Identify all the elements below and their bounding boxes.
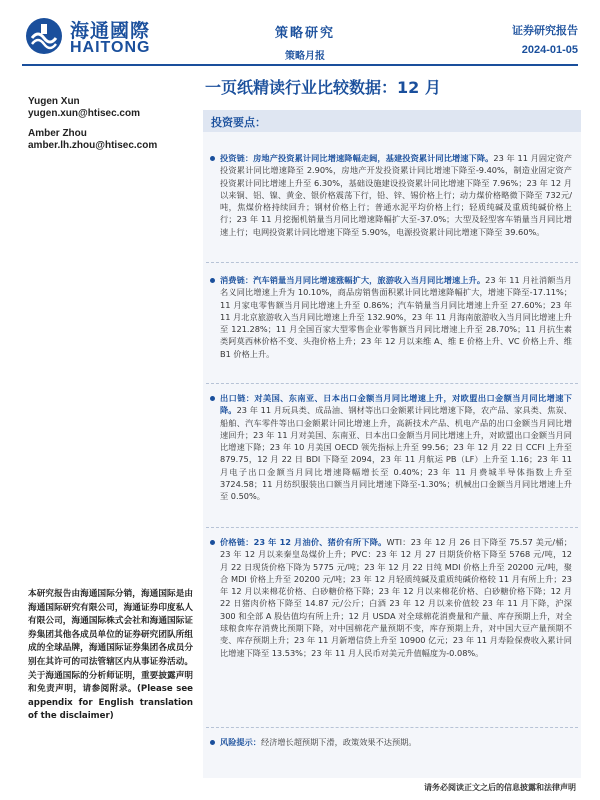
bullet-icon bbox=[210, 396, 215, 401]
bullet-icon bbox=[210, 740, 215, 745]
bullet-lead: 风险提示： bbox=[220, 737, 261, 747]
bullet-body: WTI：23 年 12 月 26 日下降至 75.57 美元/桶；23 年 12 月以来秦皇岛煤价上升；PVC：23 年 12 月 27 日期货价格下降至 5768 元/吨，12 月 22 日现货价格下降为 5775 元/吨；23 年 12 月 22 日纯 MDI 价格上升至 20200 元/吨，聚合 MDI 价格上升至 20200 元/吨；23 年 12 月轻质纯碱及重质纯碱价格较 11 月有所上升；23 年 12 月以来棉花价格、白砂糖价格下降；23 年 12 月以来棉花价格、白砂糖价格下降；12 月 22 日猪肉价格下降至 14.87 元/公斤；白酒 23 年 12 月以来价值较 23 年 11 月下降，沪深 300 和全部 A 股估值均有所上升；12 月 USDA 对全球棉花消费量和产量、库存预期上升，对全球粮食库存消费比预期下降，对中国棉花产量预期不变，库存预期上升，对中国大豆产量预期不变、库存预期上升；23 年 11 月新增信贷上升至 10900 亿元；23 年 11 月寿险保费收入累计同比增速下降至 13.53%；23 年 11 月人民币对美元升值幅度为-0.08%。 bbox=[220, 537, 572, 658]
author-name: Yugen Xun bbox=[28, 96, 80, 107]
document-title: 一页纸精读行业比较数据：12 月 bbox=[205, 78, 441, 97]
bullet-lead: 投资链：房地产投资累计同比增速降幅走阔，基建投资累计同比增速下降。 bbox=[220, 153, 494, 163]
bullet-separator bbox=[206, 383, 578, 384]
bullet-icon bbox=[210, 278, 215, 283]
footer-legal-note: 请务必阅读正文之后的信息披露和法律声明 bbox=[424, 783, 576, 792]
bullet-separator bbox=[206, 262, 578, 263]
bullet-separator bbox=[206, 727, 578, 728]
bullet-icon bbox=[210, 156, 215, 161]
bullet-body: 经济增长超预期下滑，政策效果不达预期。 bbox=[260, 737, 417, 747]
report-date: 2024-01-05 bbox=[521, 44, 578, 56]
author-name: Amber Zhou bbox=[28, 128, 87, 139]
summary-heading-bar bbox=[203, 110, 581, 132]
disclaimer-text: 本研究报告由海通国际分销，海通国际是由海通国际研究有限公司，海通证券印度私人有限公司，海通国际株式会社和海通国际证券集团其他各成员单位的证券研究团队所组成的全球品牌，海通国际证券集团各成员分别在其许可的司法管辖区内从事证券活动。关于海通国际的分析师证明，重要披露声明和免责声明，请参阅附录。(Please see appendix for English translation of the disclaimer) bbox=[28, 589, 193, 722]
section-label: 策略研究 bbox=[274, 26, 335, 41]
bullet-lead: 消费链：汽车销量当月同比增速涨幅扩大，旅游收入当月同比增速上升。 bbox=[220, 275, 486, 285]
summary-bullet-consumption bbox=[210, 274, 572, 360]
bullet-separator bbox=[206, 527, 578, 528]
haitong-logo-icon bbox=[24, 16, 64, 56]
summary-bullet-price bbox=[210, 536, 572, 659]
author-block-2 bbox=[28, 128, 157, 152]
report-meta bbox=[512, 22, 578, 56]
author-email[interactable]: yugen.xun@htisec.com bbox=[28, 108, 140, 119]
bullet-lead: 价格链：23 年 12 月油价、猪价有所下降。 bbox=[220, 537, 387, 547]
author-email[interactable]: amber.lh.zhou@htisec.com bbox=[28, 140, 158, 151]
report-category bbox=[260, 22, 350, 62]
logo-english-name: HAITONG bbox=[70, 39, 151, 56]
bullet-icon bbox=[210, 540, 215, 545]
summary-heading: 投资要点： bbox=[211, 116, 266, 129]
summary-bullet-risk bbox=[210, 736, 572, 748]
subsection-label: 策略月报 bbox=[285, 51, 325, 62]
bullet-body: 23 年 11 月玩具类、成品油、钢材等出口金额累计同比增速下降，农产品、家具类、焦炭、船舶、汽车零件等出口金额累计同比增速上升，高新技术产品、机电产品的出口金额当月同比增速回升；23 年 11 月对美国、东南亚、日本出口金额当月同比增速上升，对欧盟出口金额当月同比增速下降；23 年 10 月美国 OECD 领先指标上升至 99.56；23 年 12 月 22 日 CCFI 上升至 879.75，12 月 22 日 BDI 下降至 2094，23 年 11 月航运 PB（LF）上升至 1.16；23 年 11 月电子出口金额当月同比增速降幅增长至 0.40%；23 年 11 月费城半导体指数上升至 3724.58；11 月纺织服装出口额当月同比增速下降至-1.30%；机械出口金额当月同比增速上升至 0.50%。 bbox=[220, 405, 572, 502]
bullet-lead: 出口链：对美国、东南亚、日本出口金额当月同比增速上升，对欧盟出口金额当月同比增速下降。 bbox=[220, 393, 572, 416]
bullet-body: 23 年 11 月社消额当月名义同比增速上升为 10.10%，商品房销售面积累计同比增速降幅扩大，增速下降至-17.11%；11 月家电零售额当月同比增速上升至 0.86%；汽车销量当月同比增速上升至 27.60%；23 年 11 月北京旅游收入当月同比增速上升至 132.90%，23 年 11 月海南旅游收入当月同比增速上升至 121.28%；11 月全国百家大型零售企业零售额当月同比增速上升至 28.70%；11 月抗生素类阿莫西林价格不变、头孢价格上升；23 年 12 月以来维 A、维 E 价格上升、VC 价格上升、维 B1 价格上升。 bbox=[220, 275, 572, 359]
company-logo bbox=[24, 14, 194, 56]
author-block-1 bbox=[28, 96, 140, 120]
summary-bullet-export bbox=[210, 392, 572, 503]
header-divider bbox=[22, 64, 578, 66]
bullet-body: 23 年 11 月固定资产投资累计同比增速降至 2.90%，房地产开发投资累计同比增速下降至-9.40%，制造业固定资产投资累计同比增速上升至 6.30%，基础设施建设投资累计同比增速下降至 7.96%；23 年 12 月以来铜、铝、镍、黄金、银价格震荡下行，铅、锌、锡价格上行；动力煤价格略微下降至 732元/吨，焦煤价格持续回升；钢材价格上行；普通水泥平均价格上行；轻质纯碱及重质纯碱价格上行；23 年 11 月挖掘机销量当月同比增速降幅扩大至-37.0%；大型及轻型客车销量当月同比增速上行；电网投资累计同比增速下降至 5.90%，电源投资累计同比增速下降至 39.60%。 bbox=[220, 153, 572, 237]
report-type: 证券研究报告 bbox=[512, 24, 578, 37]
summary-bullet-investment bbox=[210, 152, 572, 238]
logo-chinese-name: 海通國際 bbox=[70, 20, 151, 42]
